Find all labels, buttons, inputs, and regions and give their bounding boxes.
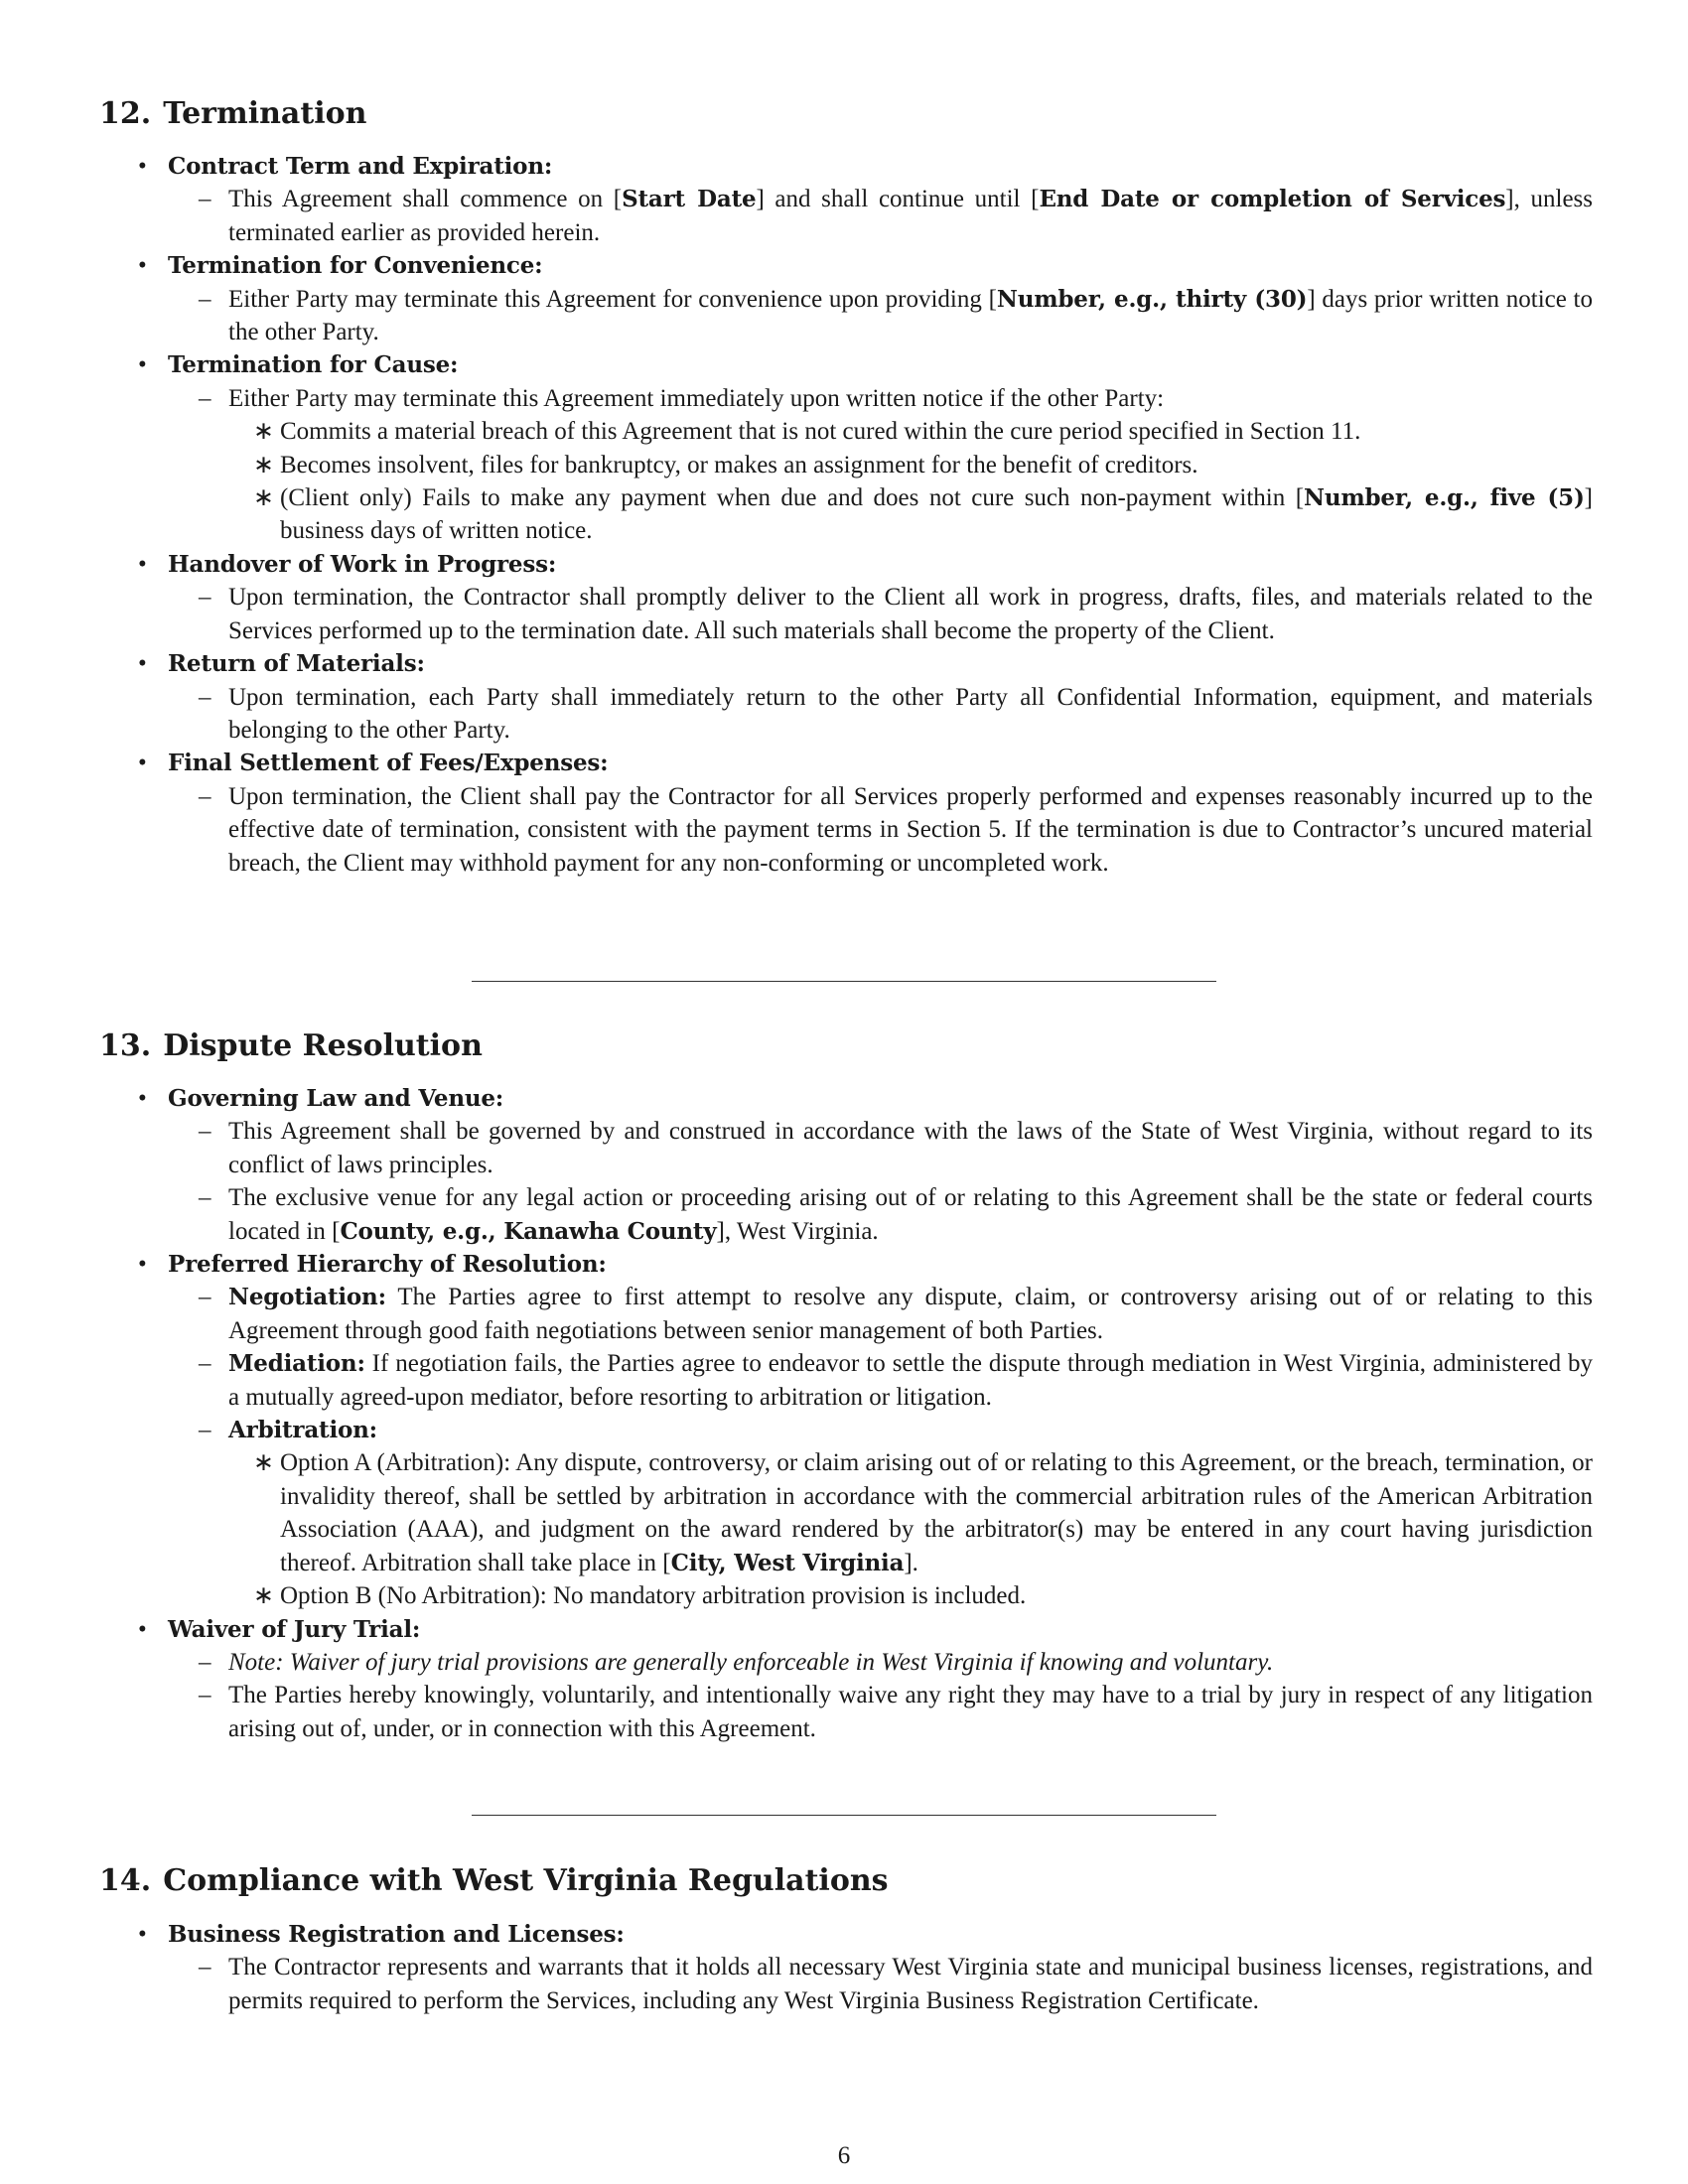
list-subitem: – Upon termination, the Client shall pay the Contractor for all Services properly performed and expenses reasonably incurred up to the effective date of termination, consistent with the payment terms in Section 5. If the termination is due to Contractor’s uncured material breach, the Client may withhold payment for any non-conforming or uncompleted work. (228, 780, 1593, 880)
item-heading: • Handover of Work in Progress: (168, 550, 557, 578)
list-subitem: – The exclusive venue for any legal action or proceeding arising out of or relating to this Agreement shall be the state or federal courts located in [County, e.g., Kanawha County], West Virginia. (228, 1181, 1593, 1248)
list-item (168, 1918, 1593, 2017)
list-item (168, 1248, 1593, 1612)
list-item (168, 747, 1593, 880)
item-heading: • Contract Term and Expiration: (168, 153, 553, 180)
item-heading: • Termination for Cause: (168, 351, 459, 379)
section-14-title: Compliance with West Virginia Regulations (163, 1863, 889, 1898)
section-13-heading (99, 1026, 483, 1066)
list-item (168, 150, 1593, 249)
item-heading: • Termination for Convenience: (168, 252, 543, 280)
section-12-heading (99, 94, 366, 134)
list-subitem: – The Contractor represents and warrants that it holds all necessary West Virginia state and municipal business licenses, registrations, and permits required to perform the Services, including any West Virginia Business Registration Certificate. (228, 1951, 1593, 2017)
section-14-number: 14. (99, 1863, 152, 1898)
list-subitem: – This Agreement shall commence on [Start Date] and shall continue until [End Date or completion of Services], unless terminated earlier as provided herein. (228, 183, 1593, 249)
section-divider (472, 1815, 1216, 1816)
item-heading: • Governing Law and Venue: (168, 1085, 504, 1112)
section-12-title: Termination (163, 96, 367, 131)
list-subitem: – Upon termination, each Party shall immediately return to the other Party all Confidential Information, equipment, and materials belonging to the other Party. (228, 681, 1593, 748)
section-14-heading (99, 1861, 889, 1901)
list-item (168, 647, 1593, 747)
item-heading: • Final Settlement of Fees/Expenses: (168, 750, 609, 777)
list-subsubitem: ∗ Commits a material breach of this Agreement that is not cured within the cure period specified in Section 11. (280, 415, 1593, 448)
section-divider (472, 981, 1216, 982)
list-item (168, 1082, 1593, 1248)
section-12-number: 12. (99, 96, 152, 131)
item-heading: • Return of Materials: (168, 650, 425, 678)
list-subitem: – Either Party may terminate this Agreement for convenience upon providing [Number, e.g., thirty (30)] days prior written notice to the other Party. (228, 283, 1593, 349)
list-subitem: – Mediation: If negotiation fails, the Parties agree to endeavor to settle the dispute through mediation in West Virginia, administered by a mutually agreed-upon mediator, before resorting to arbitration or litigation. (228, 1347, 1593, 1414)
list-subitem: – Either Party may terminate this Agreement immediately upon written notice if the other Party: ∗ Commits a material breach of this Agreement that is not cured within the cure period specified in Section 11. ∗ Becomes insolvent, files for bankruptcy, or makes an assignment for the benefit of creditors. ∗ (Client only) Fails to make any payment when due and does not cure such non-payment within [Number, e.g., five (5)] business days of written notice. (228, 382, 1593, 548)
list-subitem: – Upon termination, the Contractor shall promptly deliver to the Client all work in progress, drafts, files, and materials related to the Services performed up to the termination date. All such materials shall become the property of the Client. (228, 581, 1593, 647)
list-subsubitem: ∗ Option A (Arbitration): Any dispute, controversy, or claim arising out of or relating to this Agreement, or the breach, termination, or invalidity thereof, shall be settled by arbitration in accordance with the commercial arbitration rules of the American Arbitration Association (AAA), and judgment on the award rendered by the arbitrator(s) may be entered in any court having jurisdiction thereof. Arbitration shall take place in [City, West Virginia]. (280, 1446, 1593, 1579)
list-item (168, 1613, 1593, 1746)
list-item (168, 249, 1593, 348)
list-subitem: – Negotiation: The Parties agree to first attempt to resolve any dispute, claim, or controversy arising out of or relating to this Agreement through good faith negotiations between senior management of both Parties. (228, 1281, 1593, 1347)
section-13-number: 13. (99, 1028, 152, 1063)
section-12-list (168, 150, 1593, 880)
list-item (168, 548, 1593, 647)
section-14-list (168, 1918, 1593, 2017)
item-heading: • Preferred Hierarchy of Resolution: (168, 1251, 607, 1279)
list-subsubitem: ∗ Option B (No Arbitration): No mandatory arbitration provision is included. (280, 1579, 1593, 1612)
list-subitem: – Arbitration: ∗ Option A (Arbitration): Any dispute, controversy, or claim arising out of or relating to this Agreement, or the breach, termination, or invalidity thereof, shall be settled by arbitration in accordance with the commercial arbitration rules of the American Arbitration Association (AAA), and judgment on the award rendered by the arbitrator(s) may be entered in any court having jurisdiction thereof. Arbitration shall take place in [City, West Virginia]. ∗ Option B (No Arbitration): No mandatory arbitration provision is included. (228, 1414, 1593, 1612)
list-subsubitem: ∗ (Client only) Fails to make any payment when due and does not cure such non-payment within [Number, e.g., five (5)] business days of written notice. (280, 481, 1593, 548)
list-subitem: – Note: Waiver of jury trial provisions are generally enforceable in West Virginia if knowing and voluntary. (228, 1646, 1593, 1679)
list-subsubitem: ∗ Becomes insolvent, files for bankruptcy, or makes an assignment for the benefit of creditors. (280, 449, 1593, 481)
list-subitem: – The Parties hereby knowingly, voluntarily, and intentionally waive any right they may have to a trial by jury in respect of any litigation arising out of, under, or in connection with this Agreement. (228, 1679, 1593, 1745)
page-number: 6 (837, 2142, 851, 2169)
item-heading: • Waiver of Jury Trial: (168, 1615, 421, 1643)
section-13-title: Dispute Resolution (163, 1028, 483, 1063)
list-subitem: – This Agreement shall be governed by and construed in accordance with the laws of the State of West Virginia, without regard to its conflict of laws principles. (228, 1115, 1593, 1181)
section-13-list (168, 1082, 1593, 1745)
list-item (168, 348, 1593, 547)
item-heading: • Business Registration and Licenses: (168, 1921, 625, 1948)
